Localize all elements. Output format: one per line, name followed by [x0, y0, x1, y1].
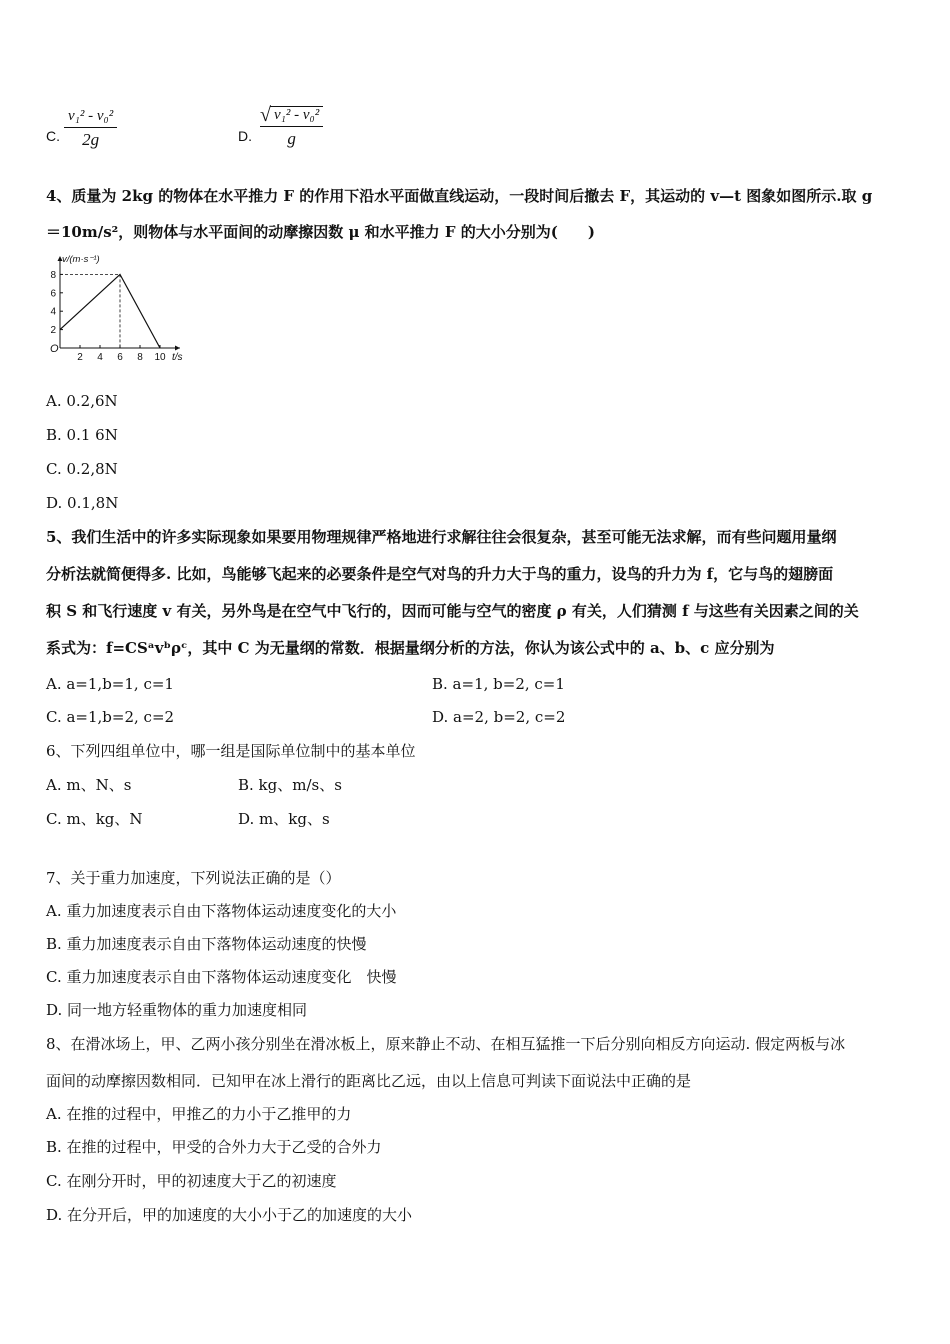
q6-option-c: C. m、kg、N — [46, 810, 143, 828]
q4-option-c: C. 0.2,8N — [46, 460, 118, 478]
velocity-series-line — [60, 274, 160, 348]
q8-stem-line-1: 8、在滑冰场上，甲、乙两小孩分别坐在滑冰板上，原来静止不动、在相互猛推一下后分别向相反方向运动. 假定两板与冰 — [46, 1035, 846, 1053]
q4-stem-line-1: 4、质量为 2kg 的物体在水平推力 F 的作用下沿水平面做直线运动，一段时间后撤去 F，其运动的 v—t 图象如图所示.取 g — [46, 187, 873, 205]
q5-stem-line-2: 分析法就简便得多. 比如，鸟能够飞起来的必要条件是空气对鸟的升力大于鸟的重力，设鸟的升力为 f，它与鸟的翅膀面 — [46, 565, 834, 583]
x-axis-label: t/s — [172, 352, 183, 363]
q5-option-b: B. a=1, b=2, c=1 — [432, 675, 565, 693]
q8-option-c: C. 在刚分开时，甲的初速度大于乙的初速度 — [46, 1172, 337, 1190]
q6-option-d: D. m、kg、s — [238, 810, 330, 828]
x-tick-label: 6 — [117, 352, 123, 363]
q3-option-c-fraction — [64, 108, 117, 150]
sqrt-sign-icon: √ — [260, 104, 271, 126]
q4-option-d: D. 0.1,8N — [46, 494, 119, 512]
q8-stem-line-2: 面间的动摩擦因数相同．已知甲在冰上滑行的距离比乙远，由以上信息可判读下面说法中正确的是 — [46, 1072, 692, 1090]
q8-option-b: B. 在推的过程中，甲受的合外力大于乙受的合外力 — [46, 1138, 382, 1156]
q7-option-a: A. 重力加速度表示自由下落物体运动速度变化的大小 — [46, 902, 397, 920]
x-axis-arrow-icon — [175, 346, 180, 351]
fraction-denominator: 2g — [82, 130, 100, 149]
q6-option-b: B. kg、m/s、s — [238, 776, 342, 794]
sqrt-radicand: v₁² - v₀² — [270, 106, 323, 124]
q4-option-a: A. 0.2,6N — [46, 392, 118, 410]
q6-stem: 6、下列四组单位中，哪一组是国际单位制中的基本单位 — [46, 742, 416, 760]
q4-vt-graph — [46, 252, 206, 372]
q3-option-d-fraction — [260, 106, 323, 149]
origin-label: O — [50, 343, 59, 355]
x-tick-label: 2 — [77, 352, 83, 363]
y-axis-label: v/(m·s⁻¹) — [62, 254, 100, 265]
q4-option-b: B. 0.1 6N — [46, 426, 118, 444]
y-tick-label: 4 — [50, 306, 56, 318]
q3-option-d-label: D. — [238, 128, 252, 144]
q4-stem-line-2: ＝10m/s²，则物体与水平面间的动摩擦因数 μ 和水平推力 F 的大小分别为( ) — [46, 223, 595, 241]
q8-option-d: D. 在分开后，甲的加速度的大小小于乙的加速度的大小 — [46, 1206, 413, 1224]
q5-option-c: C. a=1,b=2, c=2 — [46, 708, 175, 726]
q7-option-b: B. 重力加速度表示自由下落物体运动速度的快慢 — [46, 935, 367, 953]
q5-stem-line-1: 5、我们生活中的许多实际现象如果要用物理规律严格地进行求解往往会很复杂，甚至可能无法求解，而有些问题用量纲 — [46, 528, 837, 546]
x-tick-label: 8 — [137, 352, 143, 363]
q7-stem: 7、关于重力加速度，下列说法正确的是（） — [46, 869, 341, 887]
q7-option-c: C. 重力加速度表示自由下落物体运动速度变化 快慢 — [46, 968, 397, 986]
y-tick-label: 6 — [50, 288, 56, 300]
q5-stem-line-3: 积 S 和飞行速度 v 有关，另外鸟是在空气中飞行的，因而可能与空气的密度 ρ 有关，人们猜测 f 与这些有关因素之间的关 — [46, 602, 859, 620]
q5-option-a: A. a=1,b=1, c=1 — [46, 675, 174, 693]
q7-option-d: D. 同一地方轻重物体的重力加速度相同 — [46, 1001, 308, 1019]
q5-option-d: D. a=2, b=2, c=2 — [432, 708, 566, 726]
fraction-numerator: v₁² - v₀² — [68, 108, 114, 124]
x-tick-label: 4 — [97, 352, 103, 363]
x-tick-label: 10 — [154, 352, 166, 363]
fraction-denominator: g — [287, 129, 296, 148]
y-tick-label: 8 — [50, 269, 56, 281]
q6-option-a: A. m、N、s — [46, 776, 132, 794]
q3-option-c-label: C. — [46, 128, 60, 144]
q8-option-a: A. 在推的过程中，甲推乙的力小于乙推甲的力 — [46, 1105, 352, 1123]
q5-stem-line-4: 系式为：f=CSᵃvᵇρᶜ，其中 C 为无量纲的常数．根据量纲分析的方法，你认为该公式中的 a、b、c 应分别为 — [46, 639, 775, 657]
y-tick-label: 2 — [50, 325, 56, 337]
